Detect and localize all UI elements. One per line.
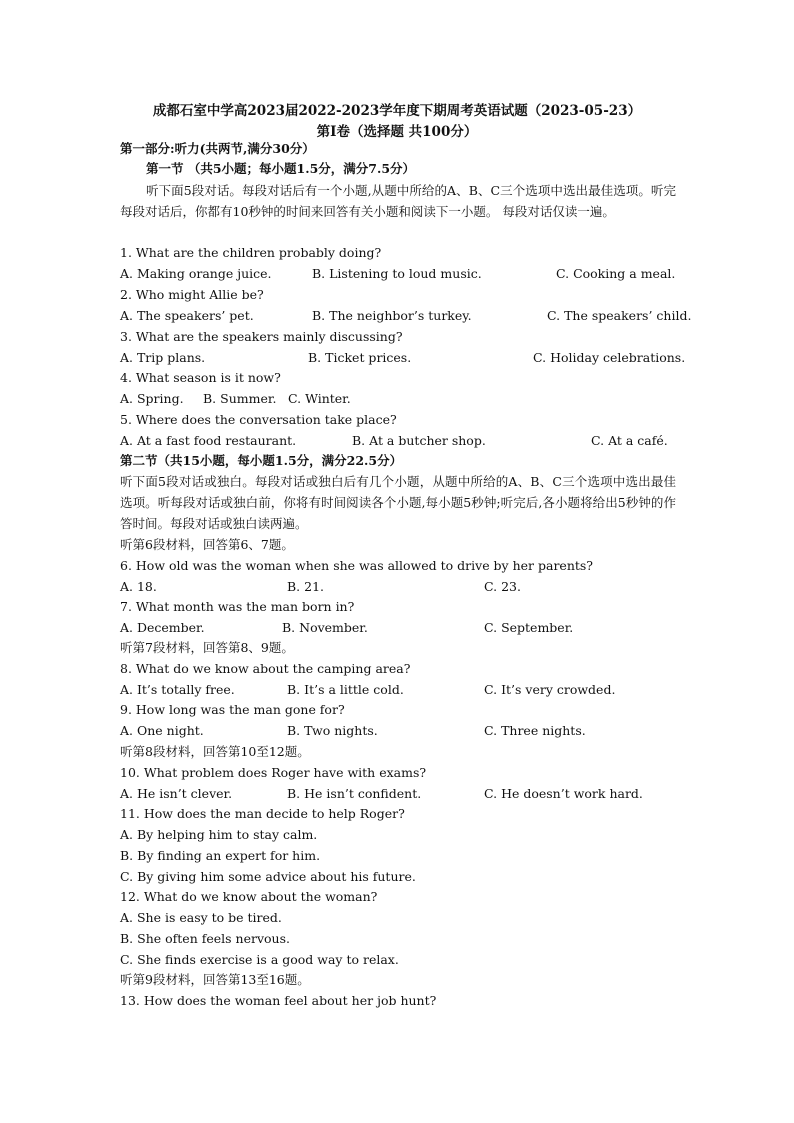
- question-13-stem: 13. How does the woman feel about her job hunt?: [120, 993, 437, 1008]
- question-12-option-a: A. She is easy to be tired.: [120, 910, 282, 925]
- section1-heading: 第一节 （共5小题；每小题1.5分，满分7.5分）: [146, 161, 416, 176]
- question-2-option-a: A. The speakers’ pet.: [120, 308, 254, 323]
- question-4-option-c: C. Winter.: [288, 391, 351, 406]
- question-2-option-b: B. The neighbor’s turkey.: [312, 308, 472, 323]
- section1-instructions: 听下面5段对话。每段对话后有一个小题,从题中所给的A、B、C三个选项中选出最佳选项。听完每段对话后，你都有10秒钟的时间来回答有关小题和阅读下一小题。 每段对话仅读一遍。: [120, 183, 676, 219]
- material-7-note: 听第7段材料，回答第8、9题。: [120, 640, 294, 655]
- question-8-stem: 8. What do we know about the camping area?: [120, 661, 411, 676]
- question-10-option-b: B. He isn’t confident.: [287, 786, 422, 801]
- question-1-stem: 1. What are the children probably doing?: [120, 245, 382, 260]
- question-2-stem: 2. Who might Allie be?: [120, 287, 264, 302]
- question-3-option-c: C. Holiday celebrations.: [533, 350, 686, 365]
- question-4-option-a: A. Spring.: [120, 391, 184, 406]
- material-6-note: 听第6段材料，回答第6、7题。: [120, 537, 294, 552]
- question-11-option-c: C. By giving him some advice about his future.: [120, 869, 416, 884]
- question-12-stem: 12. What do we know about the woman?: [120, 889, 378, 904]
- section2-instructions: 听下面5段对话或独白。每段对话或独白后有几个小题，从题中所给的A、B、C三个选项中选出最佳选项。听每段对话或独白前，你将有时间阅读各个小题,每小题5秒钟;听完后,各小题将给出5秒钟的作答时间。每段对话或独白读两遍。: [120, 474, 676, 531]
- question-7-option-b: B. November.: [282, 620, 368, 635]
- question-10-option-a: A. He isn’t clever.: [120, 786, 233, 801]
- question-5-option-a: A. At a fast food restaurant.: [120, 433, 297, 448]
- question-9-option-a: A. One night.: [120, 723, 204, 738]
- question-3-stem: 3. What are the speakers mainly discussing?: [120, 329, 403, 344]
- question-1-option-c: C. Cooking a meal.: [556, 266, 676, 281]
- question-9-option-b: B. Two nights.: [287, 723, 378, 738]
- question-11-option-b: B. By finding an expert for him.: [120, 848, 321, 863]
- question-3-option-b: B. Ticket prices.: [308, 350, 412, 365]
- question-11-option-a: A. By helping him to stay calm.: [120, 827, 318, 842]
- section2-heading: 第二节（共15小题，每小题1.5分，满分22.5分）: [120, 453, 403, 468]
- question-7-option-c: C. September.: [484, 620, 574, 635]
- question-8-option-b: B. It’s a little cold.: [287, 682, 404, 697]
- part1-heading: 第一部分:听力(共两节,满分30分）: [120, 141, 315, 156]
- exam-title: 成都石室中学高2023届2022-2023学年度下期周考英语试题（2023-05-23）: [152, 103, 642, 119]
- material-9-note: 听第9段材料，回答第13至16题。: [120, 972, 310, 987]
- question-4-stem: 4. What season is it now?: [120, 370, 281, 385]
- question-5-option-c: C. At a café.: [591, 433, 668, 448]
- question-6-option-b: B. 21.: [287, 579, 325, 594]
- question-5-option-b: B. At a butcher shop.: [352, 433, 486, 448]
- material-8-note: 听第8段材料，回答第10至12题。: [120, 744, 310, 759]
- question-10-option-c: C. He doesn’t work hard.: [484, 786, 643, 801]
- question-12-option-b: B. She often feels nervous.: [120, 931, 290, 946]
- question-1-option-b: B. Listening to loud music.: [312, 266, 482, 281]
- question-2-option-c: C. The speakers’ child.: [547, 308, 692, 323]
- question-8-option-a: A. It’s totally free.: [120, 682, 235, 697]
- question-4-option-b: B. Summer.: [203, 391, 277, 406]
- question-11-stem: 11. How does the man decide to help Roger?: [120, 806, 405, 821]
- question-7-option-a: A. December.: [120, 620, 205, 635]
- question-9-stem: 9. How long was the man gone for?: [120, 702, 345, 717]
- question-8-option-c: C. It’s very crowded.: [484, 682, 616, 697]
- question-6-option-a: A. 18.: [120, 579, 157, 594]
- question-6-option-c: C. 23.: [484, 579, 521, 594]
- question-12-option-c: C. She finds exercise is a good way to relax.: [120, 952, 399, 967]
- question-5-stem: 5. Where does the conversation take place?: [120, 412, 397, 427]
- question-7-stem: 7. What month was the man born in?: [120, 599, 355, 614]
- question-9-option-c: C. Three nights.: [484, 723, 586, 738]
- exam-subtitle: 第Ⅰ卷（选择题 共100分）: [316, 124, 478, 140]
- question-3-option-a: A. Trip plans.: [120, 350, 206, 365]
- question-10-stem: 10. What problem does Roger have with exams?: [120, 765, 427, 780]
- question-6-stem: 6. How old was the woman when she was allowed to drive by her parents?: [120, 558, 594, 573]
- question-1-option-a: A. Making orange juice.: [120, 266, 272, 281]
